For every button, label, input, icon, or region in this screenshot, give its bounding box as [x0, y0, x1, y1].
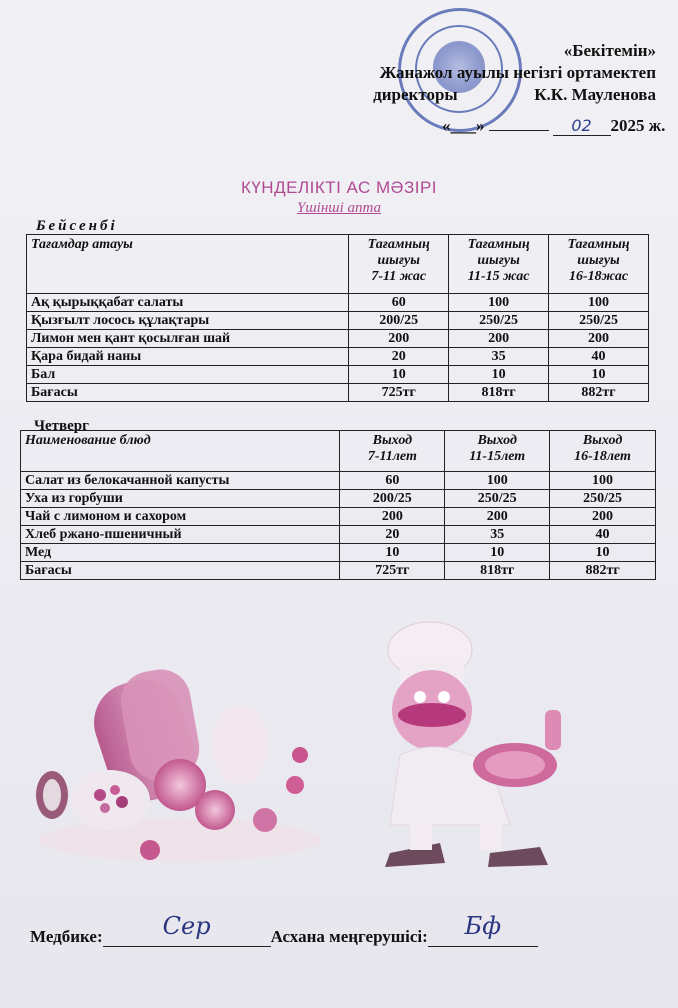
portion-cell: 725тг	[340, 562, 445, 580]
portion-cell: 882тг	[549, 384, 649, 402]
dish-name-cell: Бағасы	[21, 562, 340, 580]
portion-cell: 200	[549, 330, 649, 348]
menu-table-kz	[26, 234, 649, 402]
canteen-head-label: Асхана меңгерушісі:	[270, 927, 428, 946]
portion-cell: 10	[349, 366, 449, 384]
signature-footer	[30, 912, 538, 947]
canteen-signature-line	[428, 912, 538, 947]
portion-cell: 100	[549, 294, 649, 312]
dish-name-cell: Салат из белокачанной капусты	[21, 472, 340, 490]
portion-cell: 200	[449, 330, 549, 348]
approval-school: Жанажол ауылы негізгі ортамектеп	[379, 63, 656, 82]
portion-cell: 20	[340, 526, 445, 544]
portion-cell: 20	[349, 348, 449, 366]
dish-name-cell: Лимон мен қант қосылған шай	[27, 330, 349, 348]
approval-header: «Бекітемін»	[563, 41, 656, 60]
table-row	[21, 562, 656, 580]
menu-table-ru	[20, 430, 656, 580]
column-header-age1: Тағамның шығуы 7-11 жас	[349, 235, 449, 294]
dish-name-cell: Қызғылт лосось құлақтары	[27, 312, 349, 330]
table-row	[21, 544, 656, 562]
approval-block	[373, 40, 656, 106]
portion-cell: 200/25	[349, 312, 449, 330]
column-header-age2: Тағамның шығуы 11-15 жас	[449, 235, 549, 294]
approval-date: «___» 02 2025 ж.	[442, 116, 666, 135]
portion-cell: 100	[550, 472, 656, 490]
column-header-dish: Наименование блюд	[21, 431, 340, 472]
nurse-signature-icon: Сер	[162, 912, 211, 940]
portion-cell: 200	[349, 330, 449, 348]
nurse-label: Медбике:	[30, 927, 103, 946]
nurse-signature-line	[103, 912, 271, 947]
dish-name-cell: Ақ қырыққабат салаты	[27, 294, 349, 312]
portion-cell: 100	[449, 294, 549, 312]
dish-name-cell: Чай с лимоном и сахором	[21, 508, 340, 526]
table-row	[21, 508, 656, 526]
table-row	[21, 490, 656, 508]
dish-name-cell: Мед	[21, 544, 340, 562]
dish-name-cell: Уха из горбуши	[21, 490, 340, 508]
portion-cell: 100	[445, 472, 550, 490]
portion-cell: 10	[449, 366, 549, 384]
dish-name-cell: Қара бидай наны	[27, 348, 349, 366]
table-row	[27, 294, 649, 312]
day-label-ru: Четверг	[34, 418, 89, 434]
menu-title: КҮНДЕЛІКТІ АС МӘЗІРІ	[240, 178, 438, 197]
column-header-age1: Выход 7-11лет	[340, 431, 445, 472]
portion-cell: 10	[340, 544, 445, 562]
portion-cell: 200	[550, 508, 656, 526]
portion-cell: 40	[550, 526, 656, 544]
table-header-row	[21, 431, 656, 472]
portion-cell: 818тг	[445, 562, 550, 580]
portion-cell: 818тг	[449, 384, 549, 402]
handwritten-month: 02	[553, 116, 611, 136]
table-row	[27, 384, 649, 402]
table-row	[21, 472, 656, 490]
column-header-age2: Выход 11-15лет	[445, 431, 550, 472]
column-header-dish: Тағамдар атауы	[27, 235, 349, 294]
chef-illustration-icon	[370, 615, 590, 875]
portion-cell: 35	[445, 526, 550, 544]
column-header-age3: Выход 16-18лет	[550, 431, 656, 472]
portion-cell: 200	[340, 508, 445, 526]
table-row	[27, 330, 649, 348]
portion-cell: 10	[445, 544, 550, 562]
portion-cell: 35	[449, 348, 549, 366]
portion-cell: 60	[340, 472, 445, 490]
portion-cell: 882тг	[550, 562, 656, 580]
food-illustration-icon	[30, 650, 330, 870]
table-row	[21, 526, 656, 544]
day-label-kz: Бейсенбі	[36, 218, 118, 234]
table-row	[27, 366, 649, 384]
table-header-row	[27, 235, 649, 294]
approval-director: директоры К.К. Мауленова	[373, 85, 656, 104]
table-row	[27, 348, 649, 366]
portion-cell: 250/25	[445, 490, 550, 508]
menu-week: Үшінші апта	[296, 200, 382, 216]
canteen-signature-icon: Бф	[464, 912, 502, 940]
portion-cell: 250/25	[550, 490, 656, 508]
dish-name-cell: Бал	[27, 366, 349, 384]
dish-name-cell: Хлеб ржано-пшеничный	[21, 526, 340, 544]
column-header-age3: Тағамның шығуы 16-18жас	[549, 235, 649, 294]
portion-cell: 725тг	[349, 384, 449, 402]
portion-cell: 10	[549, 366, 649, 384]
dish-name-cell: Бағасы	[27, 384, 349, 402]
portion-cell: 200/25	[340, 490, 445, 508]
table-row	[27, 312, 649, 330]
portion-cell: 250/25	[449, 312, 549, 330]
portion-cell: 60	[349, 294, 449, 312]
portion-cell: 250/25	[549, 312, 649, 330]
portion-cell: 40	[549, 348, 649, 366]
portion-cell: 10	[550, 544, 656, 562]
portion-cell: 200	[445, 508, 550, 526]
